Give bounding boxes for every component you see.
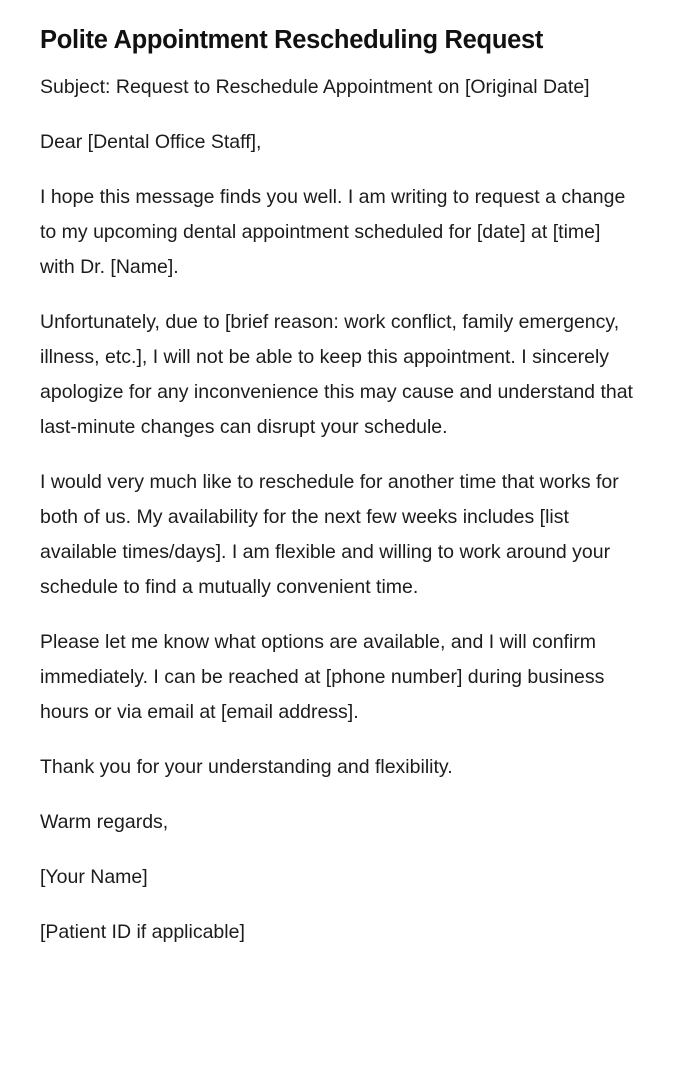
subject-line: Subject: Request to Reschedule Appointment on [Original Date]	[40, 76, 590, 98]
signature-patient-id: [Patient ID if applicable]	[40, 921, 245, 943]
body-paragraph-availability: I would very much like to reschedule for another time that works for both of us. My availability for the next few weeks includes [list available times/days]. I am flexible and willing to work around your schedule to find a mutually convenient time.	[40, 471, 619, 598]
closing: Warm regards,	[40, 811, 169, 833]
document-title: Polite Appointment Rescheduling Request	[40, 26, 544, 54]
salutation: Dear [Dental Office Staff],	[40, 131, 262, 153]
body-paragraph-reason: Unfortunately, due to [brief reason: work conflict, family emergency, illness, etc.], I will not be able to keep this appointment. I sincerely apologize for any inconvenience this may cause and understand that last-minute changes can disrupt your schedule.	[40, 311, 633, 438]
body-paragraph-contact: Please let me know what options are available, and I will confirm immediately. I can be reached at [phone number] during business hours or via email at [email address].	[40, 631, 605, 723]
body-paragraph-thanks: Thank you for your understanding and flexibility.	[40, 756, 453, 778]
signature-name: [Your Name]	[40, 866, 148, 888]
body-paragraph-intro: I hope this message finds you well. I am writing to request a change to my upcoming dental appointment scheduled for [date] at [time] with Dr. [Name].	[40, 186, 626, 278]
